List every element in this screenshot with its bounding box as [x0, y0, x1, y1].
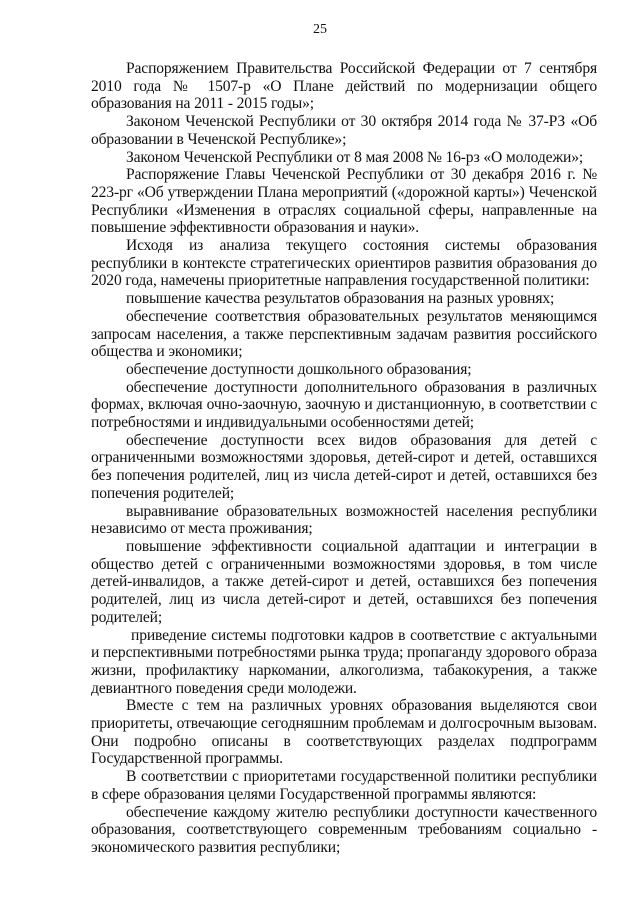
list-item-personnel-training: приведение системы подготовки кадров в соответствие с актуальными и перспективными потребностями рынка труда; пропаганду здорового образа жизни, профилактику наркомании, алкоголизма, табакокурения, а также девиантного поведения среди молодежи. — [91, 626, 597, 697]
list-item-quality-access: обеспечение каждому жителю республики доступности качественного образования, соответствующего современным требованиям социально - экономического развития республики; — [91, 803, 597, 856]
paragraph-head-order-roadmap: Распоряжение Главы Чеченской Республики от 30 декабря 2016 г. № 223-рг «Об утверждении Плана мероприятий («дорожной карты») Чеченской Республики «Изменения в отраслях социальной сферы, направленные на повышение эффективности образования и науки». — [91, 166, 597, 237]
list-item-compliance: обеспечение соответствия образовательных результатов меняющимся запросам населения, а также перспективным задачам развития российского общества и экономики; — [91, 307, 597, 361]
list-item-preschool: обеспечение доступности дошкольного образования; — [126, 360, 472, 378]
list-item-accessibility-all: обеспечение доступности всех видов образования для детей с ограниченными возможностями здоровья, детей-сирот и детей, оставшихся без попечения родителей, лиц из числа детей-сирот и детей, оставшихся без попечения родителей; — [91, 431, 597, 502]
page-number: 25 — [313, 22, 327, 37]
paragraph-law-youth: Законом Чеченской Республики от 8 мая 2008 № 16-рз «О молодежи»; — [126, 148, 584, 166]
paragraph-government-order-1507: Распоряжением Правительства Российской Федерации от 7 сентября 2010 года № 1507-р «О Плане действий по модернизации общего образования на 2011 - 2015 годы»; — [91, 60, 597, 113]
paragraph-program-goals: В соответствии с приоритетами государственной политики республики в сфере образования целями Государственной программы являются: — [91, 768, 597, 803]
document-body — [91, 60, 597, 857]
list-item-quality: повышение качества результатов образования на разных уровнях; — [126, 290, 555, 308]
paragraph-law-education: Законом Чеченской Республики от 30 октября 2014 года № 37-РЗ «Об образовании в Чеченской Республике»; — [91, 113, 597, 148]
paragraph-priorities-intro: Исходя из анализа текущего состояния системы образования республики в контексте стратегических ориентиров развития образования до 2020 года, намечены приоритетные направления государственной политики: — [91, 237, 597, 290]
list-item-equalization: выравнивание образовательных возможностей населения республики независимо от места проживания; — [91, 502, 597, 538]
list-item-additional-education: обеспечение доступности дополнительного образования в различных формах, включая очно-заочную, заочную и дистанционную, в соответствии с потребностями и индивидуальными особенностями детей; — [91, 378, 597, 432]
list-item-social-adaptation: повышение эффективности социальной адаптации и интеграции в общество детей с ограниченными возможностями здоровья, в том числе детей-инвалидов, а также детей-сирот и детей, оставшихся без попечения родителей, лиц из числа детей-сирот и детей, оставшихся без попечения родителей; — [91, 537, 597, 626]
paragraph-level-priorities: Вместе с тем на различных уровнях образования выделяются свои приоритеты, отвечающие сегодняшним проблемам и долгосрочным вызовам. Они подробно описаны в соответствующих разделах подпрограмм Государственной программы. — [91, 697, 597, 768]
